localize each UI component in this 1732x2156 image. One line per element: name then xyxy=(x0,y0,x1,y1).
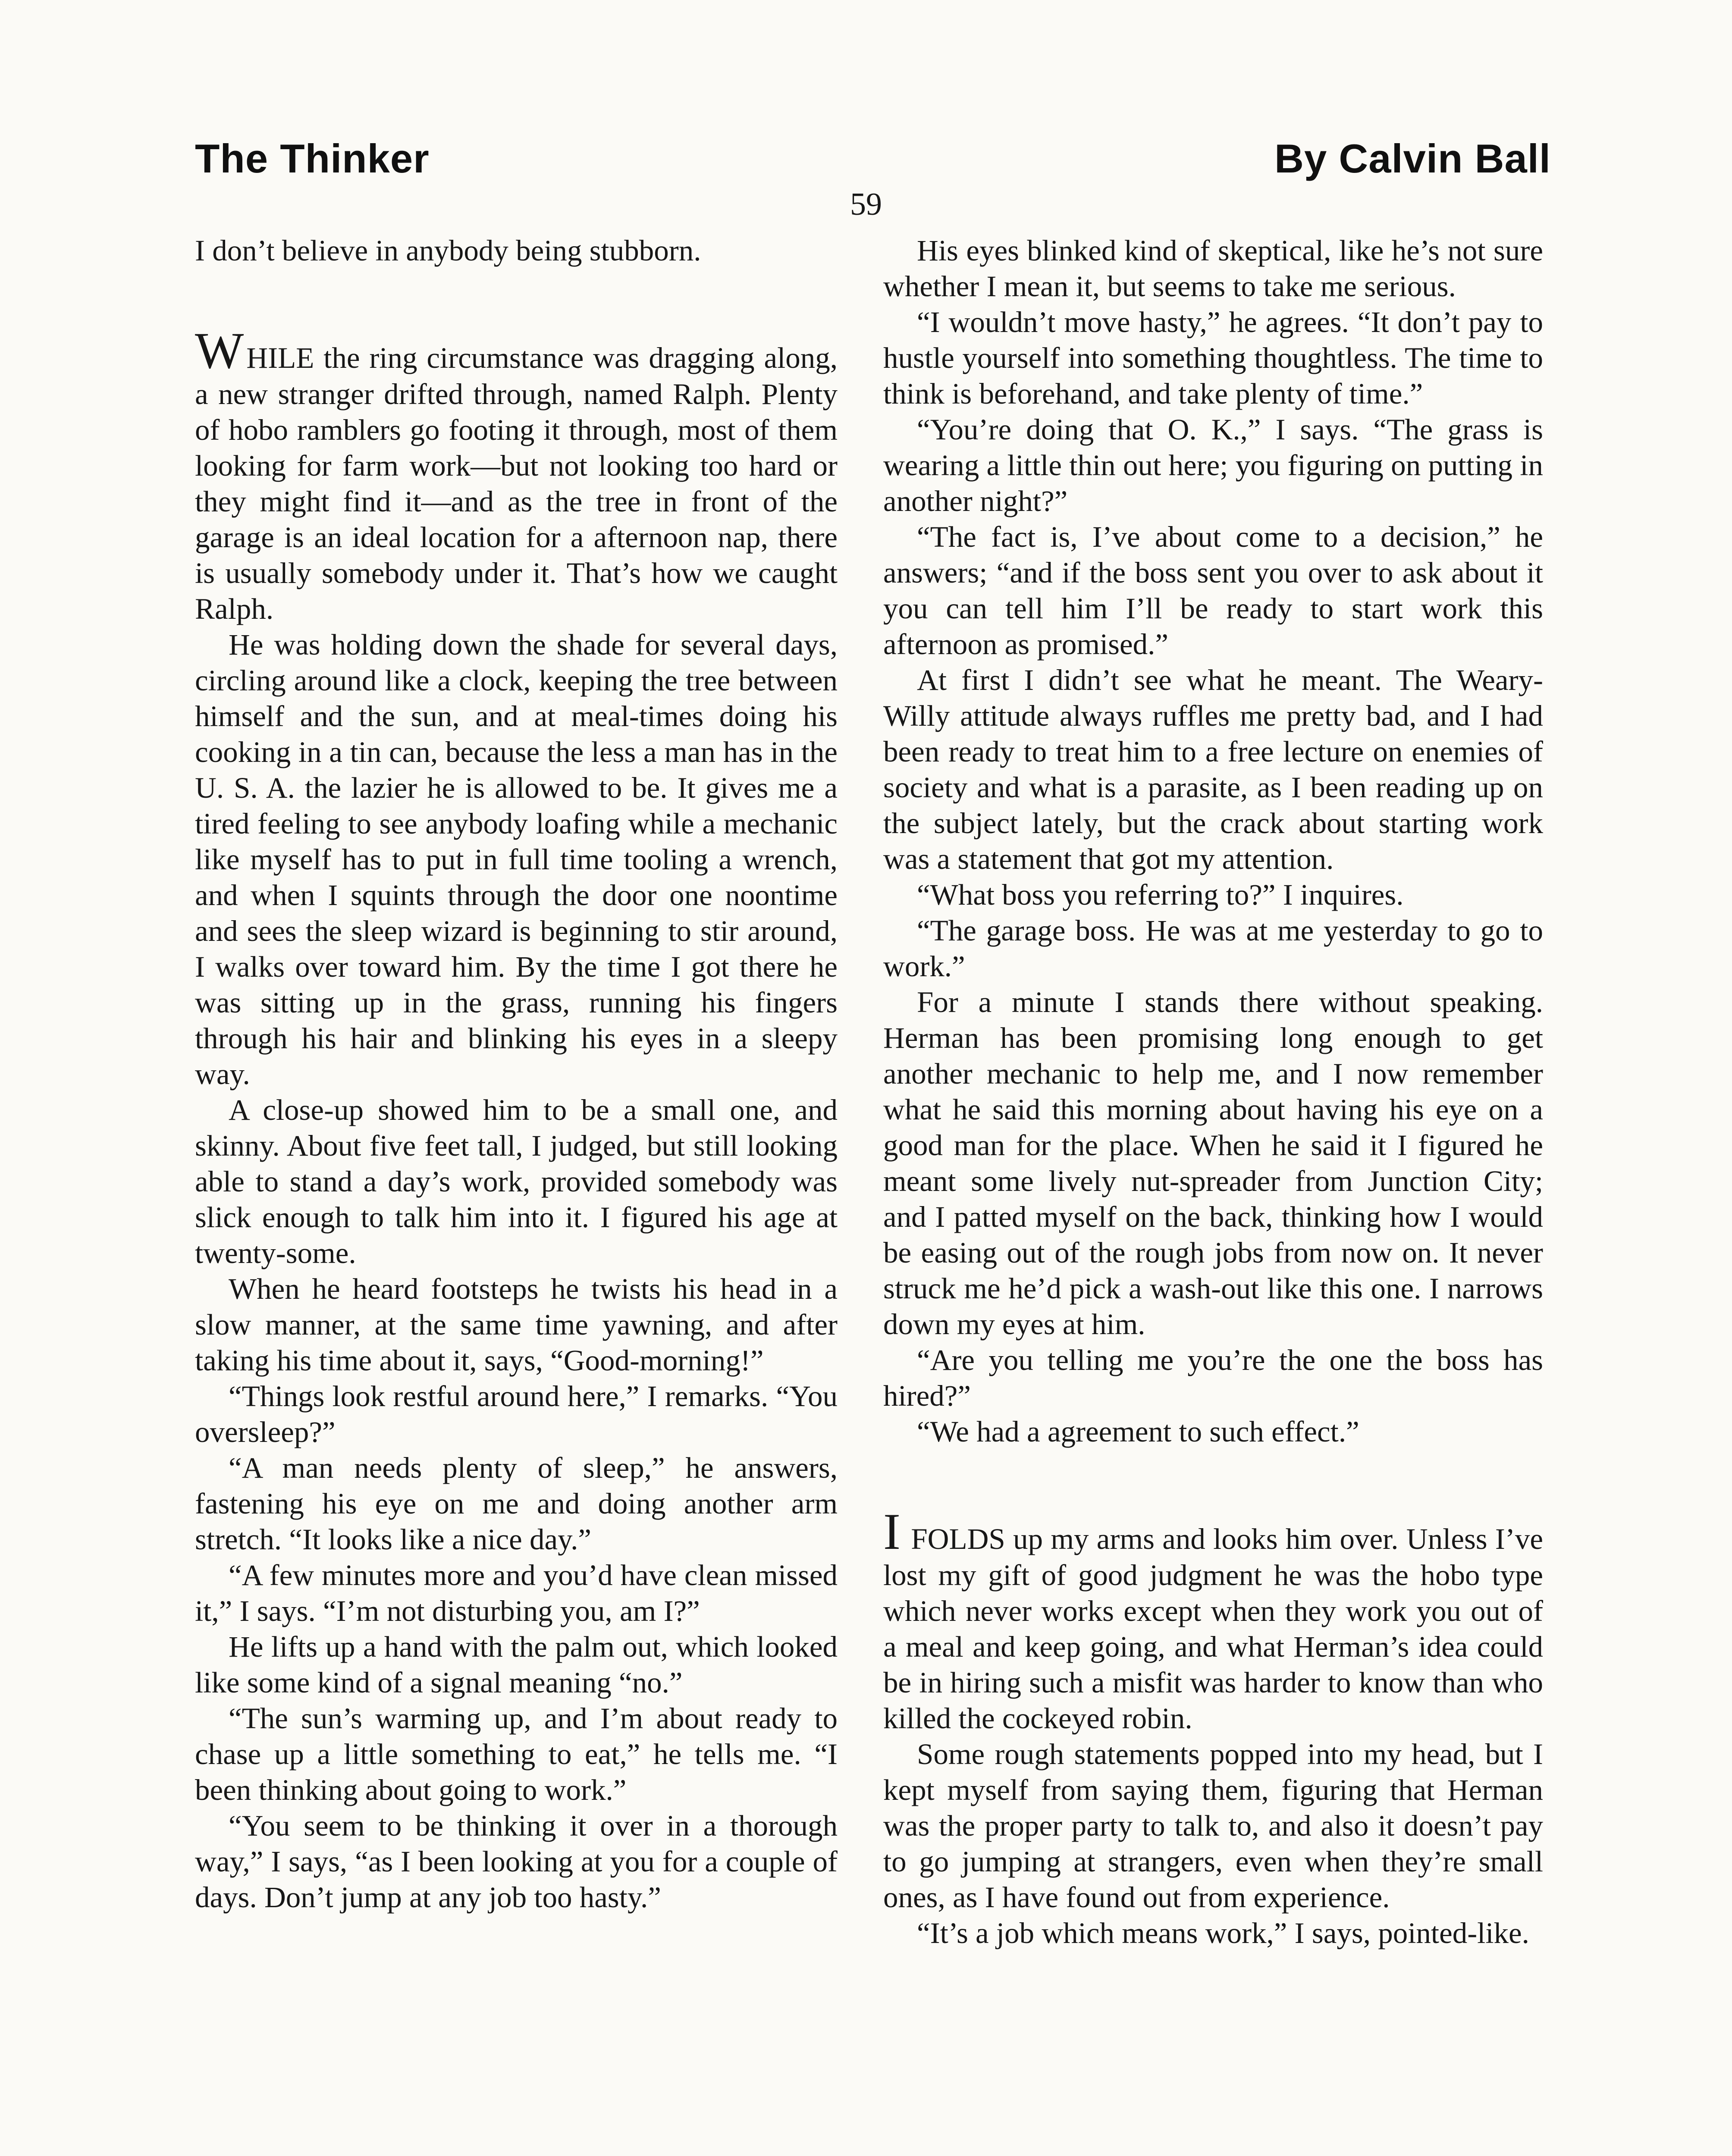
right-text-column xyxy=(883,233,1543,2156)
paragraph: I don’t believe in anybody being stubborn. xyxy=(195,234,701,267)
paragraph: At first I didn’t see what he meant. The Weary-Willy attitude always ruffles me pretty bad, and I had been ready to treat him to a free lecture on enemies of society and what is a parasite, as I been reading up on the subject lately, but the crack about starting work was a statement that got my attention. xyxy=(883,664,1543,875)
paragraph: “You’re doing that O. K.,” I says. “The grass is wearing a little thin out here; you figuring on putting in another night?” xyxy=(883,413,1543,517)
left-text-column xyxy=(195,233,838,2156)
paragraph: “Things look restful around here,” I remarks. “You oversleep?” xyxy=(195,1380,838,1448)
section-paragraph xyxy=(883,1503,1543,1736)
story-title: The Thinker xyxy=(195,136,430,181)
paragraph: A close-up showed him to be a small one, and skinny. About five feet tall, I judged, but still looking able to stand a day’s work, provided somebody was slick enough to talk him into it. I figured his age at twenty-some. xyxy=(195,1094,838,1269)
paragraph: “Are you telling me you’re the one the boss has hired?” xyxy=(883,1344,1543,1412)
page-number: 59 xyxy=(850,187,882,222)
paragraph: “We had a agreement to such effect.” xyxy=(917,1415,1359,1448)
paragraph: His eyes blinked kind of skeptical, like he’s not sure whether I mean it, but seems to take me serious. xyxy=(883,234,1543,303)
paragraph: He was holding down the shade for several days, circling around like a clock, keeping the tree between himself and the sun, and at meal-times doing his cooking in a tin can, because the less a man has in the U. S. A. the lazier he is allowed to be. It gives me a tired feeling to see anybody loafing while a mechanic like myself has to put in full time tooling a wrench, and when I squints through the door one noontime and sees the sleep wizard is beginning to stir around, I walks over toward him. By the time I got there he was sitting up in the grass, running his fingers through his hair and blinking his eyes in a sleepy way. xyxy=(195,628,838,1091)
paragraph: “A few minutes more and you’d have clean missed it,” I says. “I’m not disturbing you, am I?” xyxy=(195,1559,838,1627)
drop-cap: W xyxy=(195,322,244,379)
paragraph: “You seem to be thinking it over in a thorough way,” I says, “as I been looking at you for a couple of days. Don’t jump at any job too hasty.” xyxy=(195,1809,838,1914)
paragraph: “What boss you referring to?” I inquires. xyxy=(917,878,1404,911)
paragraph: For a minute I stands there without speaking. Herman has been promising long enough to get another mechanic to help me, and I now remember what he said this morning about having his eye on a good man for the place. When he said it I figured he meant some lively nut-spreader from Junction City; and I patted myself on the back, thinking how I would be easing out of the rough jobs from now on. It never struck me he’d pick a wash-out like this one. I narrows down my eyes at him. xyxy=(883,986,1543,1341)
paragraph: When he heard footsteps he twists his head in a slow manner, at the same time yawning, and after taking his time about it, says, “Good-morning!” xyxy=(195,1272,838,1377)
paragraph: “A man needs plenty of sleep,” he answers, fastening his eye on me and doing another arm stretch. “It looks like a nice day.” xyxy=(195,1451,838,1556)
section-paragraph xyxy=(195,322,838,627)
paragraph: “It’s a job which means work,” I says, pointed-like. xyxy=(917,1917,1529,1949)
paragraph-text: HILE the ring circumstance was dragging along, a new stranger drifted through, named Ralph. Plenty of hobo ramblers go footing it through, most of them looking for farm work—but not looking too hard or they might find it—and as the tree in front of the garage is an ideal location for a afternoon nap, there is usually somebody under it. That’s how we caught Ralph. xyxy=(195,342,838,625)
paragraph-text: FOLDS up my arms and looks him over. Unless I’ve lost my gift of good judgment he was the hobo type which never works except when they work you out of a meal and keep going, and what Herman’s idea could be in hiring such a misfit was harder to know than who killed the cockeyed robin. xyxy=(883,1523,1543,1735)
paragraph: “The sun’s warming up, and I’m about ready to chase up a little something to eat,” he tells me. “I been thinking about going to work.” xyxy=(195,1702,838,1806)
paragraph: “The fact is, I’ve about come to a decision,” he answers; “and if the boss sent you over to ask about it you can tell him I’ll be ready to start work this afternoon as promised.” xyxy=(883,520,1543,661)
paragraph: He lifts up a hand with the palm out, which looked like some kind of a signal meaning “no.” xyxy=(195,1630,838,1699)
drop-cap: I xyxy=(883,1503,901,1560)
author-byline: By Calvin Ball xyxy=(1274,136,1551,181)
paragraph: “The garage boss. He was at me yesterday to go to work.” xyxy=(883,914,1543,983)
paragraph: Some rough statements popped into my head, but I kept myself from saying them, figuring that Herman was the proper party to talk to, and also it doesn’t pay to go jumping at strangers, even when they’re small ones, as I have found out from experience. xyxy=(883,1738,1543,1914)
paragraph: “I wouldn’t move hasty,” he agrees. “It don’t pay to hustle yourself into something thoughtless. The time to think is beforehand, and take plenty of time.” xyxy=(883,306,1543,410)
